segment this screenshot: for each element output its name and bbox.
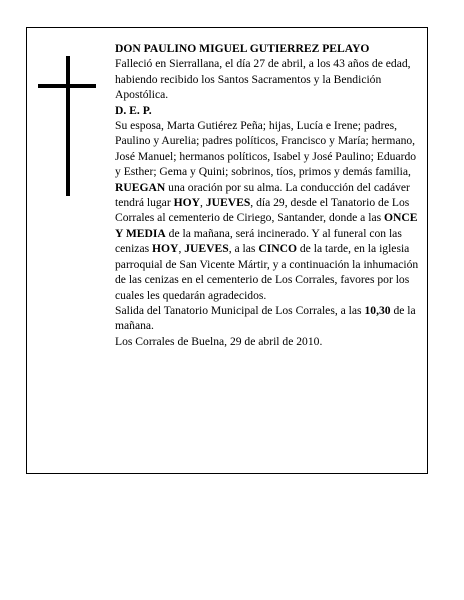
deceased-name: DON PAULINO MIGUEL GUTIERREZ PELAYO bbox=[115, 42, 370, 55]
ceremony-text-3: , día 29, desde el Tanatorio de Los Corrales al cementerio de Ciriego, Santander, donde a las bbox=[115, 196, 410, 225]
departure-paragraph bbox=[115, 303, 421, 334]
obituary-text bbox=[115, 41, 421, 349]
departure-text-2: de la mañana. bbox=[115, 303, 416, 333]
cinco-text: CINCO bbox=[258, 242, 297, 256]
family-paragraph: Su esposa, Marta Gutiérez Peña; hijas, Lucía e Irene; padres, Paulino y Aurelia; padres políticos, Francisco y María; hermano, José Manuel; hermanos políticos, Isabel y José Paulino; Eduardo y Esther; Gema y Quini; sobrinos, tíos, primos y demás familia, bbox=[115, 119, 417, 179]
cross-horizontal-bar bbox=[38, 84, 96, 88]
ceremony-text-2: , bbox=[200, 196, 206, 210]
jueves-text-2: JUEVES bbox=[184, 242, 229, 256]
ceremony-text-6: , a las bbox=[228, 242, 259, 256]
hoy-text-2: HOY bbox=[152, 242, 179, 256]
ceremony-text-4: de la mañana, será incinerado. Y al funeral con las cenizas bbox=[115, 226, 402, 256]
ruegan-text: RUEGAN bbox=[115, 180, 166, 194]
jueves-text-1: JUEVES bbox=[205, 196, 251, 210]
ceremony-text-5: , bbox=[178, 242, 185, 256]
cross-vertical-bar bbox=[66, 56, 70, 196]
dep-line: D. E. P. bbox=[115, 103, 152, 117]
ceremony-text-1: una oración por su alma. La conducción del cadáver tendrá lugar bbox=[115, 180, 410, 210]
ceremony-text-7: de la tarde, en la iglesia parroquial de San Vicente Mártir, y a continuación la inhumación de las cenizas en el cementerio de Los Corrales, favores por los cuales les quedarán agradecidos. bbox=[115, 242, 419, 302]
departure-time: 10,30 bbox=[364, 303, 391, 317]
departure-text-1: Salida del Tanatorio Municipal de Los Corrales, a las bbox=[115, 303, 365, 317]
hoy-text-1: HOY bbox=[173, 196, 201, 210]
death-paragraph: Falleció en Sierrallana, el día 27 de abril, a los 43 años de edad, habiendo recibido los Santos Sacramentos y la Bendición Apostólica. bbox=[115, 57, 411, 102]
place-date: Los Corrales de Buelna, 29 de abril de 2010. bbox=[115, 334, 323, 348]
ceremony-paragraph bbox=[115, 180, 421, 303]
once-y-media-text: ONCE Y MEDIA bbox=[115, 211, 418, 240]
